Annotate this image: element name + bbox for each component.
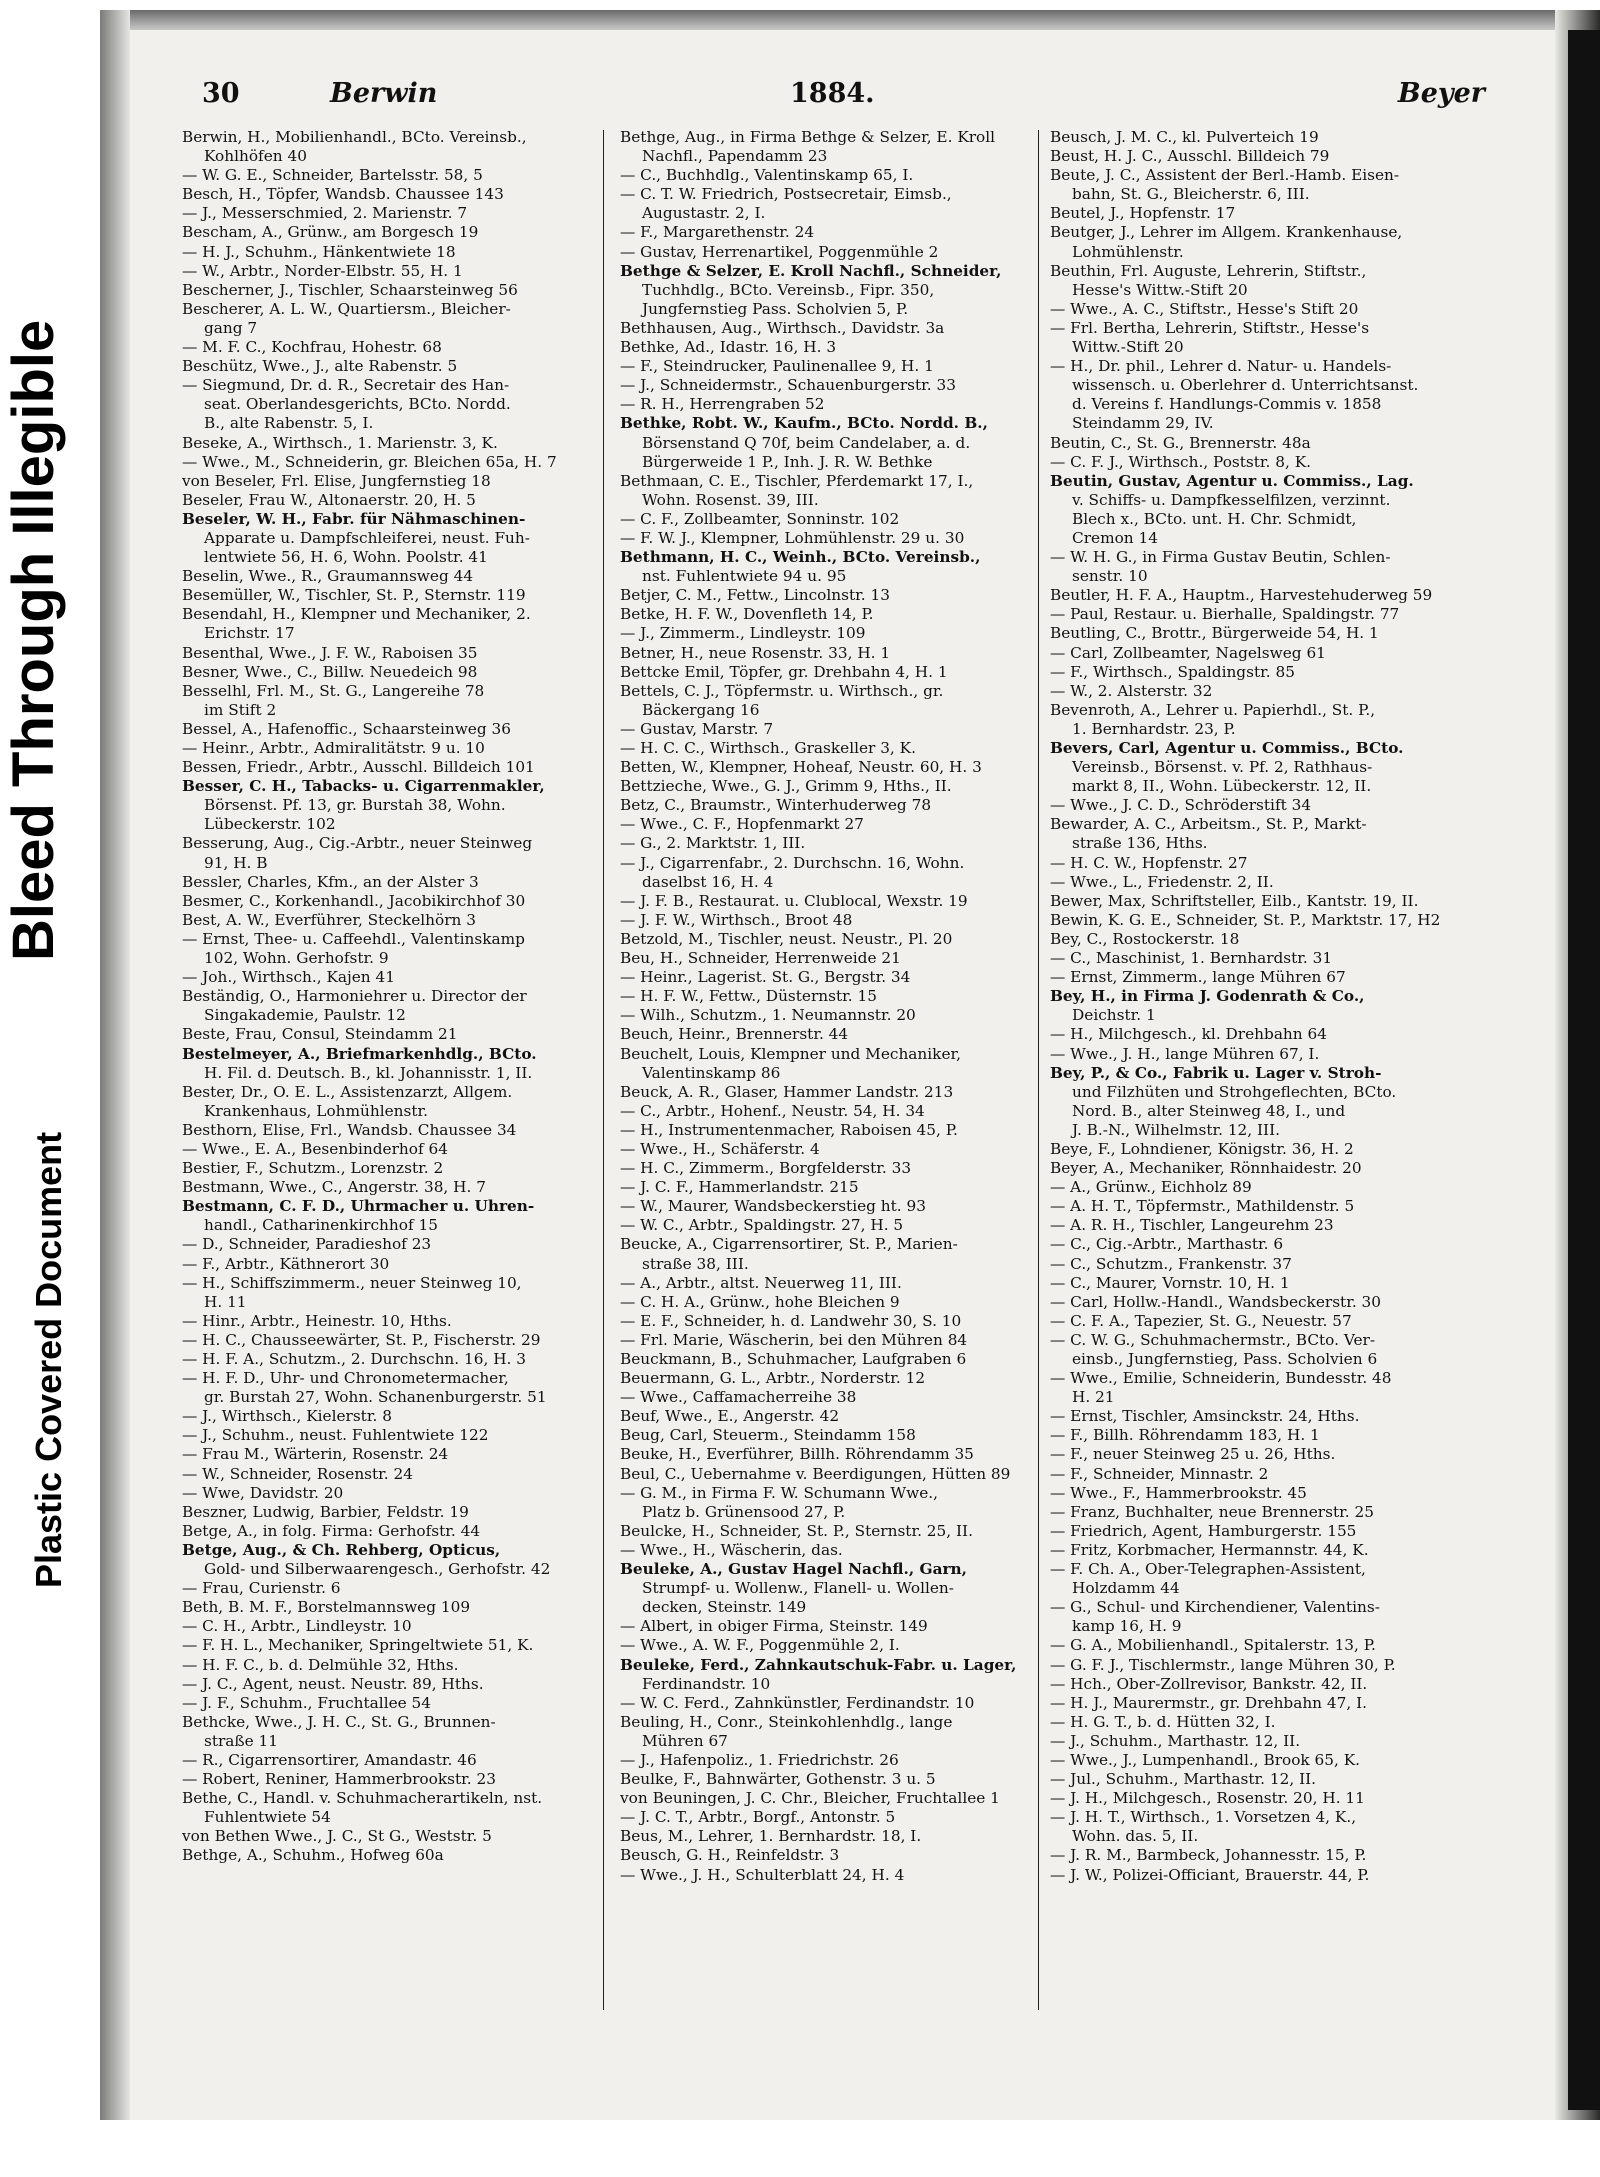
directory-entry: markt 8, II., Wohn. Lübeckerstr. 12, II.	[1072, 777, 1372, 796]
directory-entry: Bäckergang 16	[642, 700, 760, 719]
directory-entry: — D., Schneider, Paradieshof 23	[182, 1235, 432, 1254]
directory-entry: Bestmann, C. F. D., Uhrmacher u. Uhren-	[182, 1197, 535, 1216]
directory-entry: — H., Dr. phil., Lehrer d. Natur- u. Handels-	[1050, 357, 1392, 376]
directory-entry: Beusch, J. M. C., kl. Pulverteich 19	[1050, 128, 1319, 146]
directory-entry: — Ernst, Thee- u. Caffeehdl., Valentinskamp	[182, 929, 525, 948]
directory-entry: v. Schiffs- u. Dampfkesselfilzen, verzinnt.	[1072, 490, 1391, 509]
directory-entry: — J. C., Agent, neust. Neustr. 89, Hths.	[182, 1674, 484, 1693]
directory-entry: Wohn. Rosenst. 39, III.	[642, 490, 819, 509]
directory-entry: — Hch., Ober-Zollrevisor, Bankstr. 42, II.	[1050, 1674, 1368, 1693]
directory-entry: Betten, W., Klempner, Hoheaf, Neustr. 60, H. 3	[620, 758, 982, 777]
directory-entry: Beschütz, Wwe., J., alte Rabenstr. 5	[182, 357, 458, 376]
directory-entry: — Franz, Buchhalter, neue Brennerstr. 25	[1050, 1502, 1374, 1521]
directory-entry: Vereinsb., Börsenst. v. Pf. 2, Rathhaus-	[1072, 758, 1373, 777]
directory-entry: Beusch, G. H., Reinfeldstr. 3	[620, 1846, 840, 1865]
directory-entry: — M. F. C., Kochfrau, Hohestr. 68	[182, 338, 442, 357]
directory-entry: Beseke, A., Wirthsch., 1. Marienstr. 3, K.	[182, 433, 498, 452]
directory-entry: — Wwe., Emilie, Schneiderin, Bundesstr. 48	[1050, 1369, 1392, 1388]
directory-entry: Bethge, Aug., in Firma Bethge & Selzer, E. Kroll	[620, 128, 996, 146]
directory-entry: — G. M., in Firma F. W. Schumann Wwe.,	[620, 1483, 938, 1502]
directory-entry: Beucke, A., Cigarrensortirer, St. P., Marien-	[620, 1235, 958, 1254]
directory-entry: — Gustav, Marstr. 7	[620, 719, 774, 738]
directory-entry: — Wwe., J. H., lange Mühren 67, I.	[1050, 1044, 1320, 1063]
directory-entry: — Ernst, Tischler, Amsinckstr. 24, Hths.	[1050, 1407, 1360, 1426]
directory-entry: — H. F. W., Fettw., Düsternstr. 15	[620, 987, 877, 1006]
directory-entry: — F. Ch. A., Ober-Telegraphen-Assistent,	[1050, 1560, 1366, 1579]
directory-entry: Beust, H. J. C., Ausschl. Billdeich 79	[1050, 147, 1330, 166]
directory-entry: Beuf, Wwe., E., Angerstr. 42	[620, 1407, 840, 1426]
page-number: 30	[202, 78, 240, 109]
directory-entry: Beseler, Frau W., Altonaerstr. 20, H. 5	[182, 490, 476, 509]
directory-entry: Beul, C., Uebernahme v. Beerdigungen, Hütten 89	[620, 1464, 1011, 1483]
directory-entry: Bescherer, A. L. W., Quartiersm., Bleicher-	[182, 299, 511, 318]
directory-entry: Augustastr. 2, I.	[642, 204, 766, 223]
directory-entry: — H. F. A., Schutzm., 2. Durchschn. 16, H. 3	[182, 1350, 527, 1368]
directory-entry: — F., Steindrucker, Paulinenallee 9, H. 1	[620, 357, 934, 376]
directory-entry: Wittw.-Stift 20	[1072, 338, 1184, 357]
directory-entry: straße 11	[204, 1731, 279, 1750]
directory-entry: — A., Grünw., Eichholz 89	[1050, 1178, 1252, 1197]
directory-entry: Bey, P., & Co., Fabrik u. Lager v. Stroh-	[1050, 1063, 1382, 1082]
directory-entry: — Wilh., Schutzm., 1. Neumannstr. 20	[620, 1006, 916, 1025]
directory-entry: gr. Burstah 27, Wohn. Schanenburgerstr. 51	[204, 1388, 547, 1407]
directory-entry: — Wwe., Caffamacherreihe 38	[620, 1388, 857, 1407]
directory-entry: — Wwe., M., Schneiderin, gr. Bleichen 65a, H. 7	[182, 452, 557, 471]
directory-entry: Beutel, J., Hopfenstr. 17	[1050, 204, 1236, 223]
directory-entry: — Robert, Reniner, Hammerbrookstr. 23	[182, 1770, 496, 1789]
directory-entry: Kohlhöfen 40	[204, 147, 307, 166]
directory-entry: — G., Schul- und Kirchendiener, Valentins-	[1050, 1598, 1380, 1617]
directory-entry: Betge, Aug., & Ch. Rehberg, Opticus,	[182, 1540, 501, 1559]
binding-edge	[1568, 30, 1600, 2110]
directory-entry: Betge, A., in folg. Firma: Gerhofstr. 44	[182, 1521, 481, 1540]
directory-entry: — C., Schutzm., Frankenstr. 37	[1050, 1254, 1292, 1273]
directory-entry: — Wwe, Davidstr. 20	[182, 1483, 344, 1502]
directory-entry: — F. W. J., Klempner, Lohmühlenstr. 29 u. 30	[620, 528, 965, 547]
directory-entry: Erichstr. 17	[204, 624, 295, 643]
directory-entry: Beutling, C., Brottr., Bürgerweide 54, H. 1	[1050, 624, 1379, 643]
directory-entry: — G., 2. Marktstr. 1, III.	[620, 834, 806, 853]
directory-entry: — C., Cig.-Arbtr., Marthastr. 6	[1050, 1235, 1284, 1254]
directory-entry: von Beseler, Frl. Elise, Jungfernstieg 18	[182, 471, 491, 490]
directory-entry: Bewin, K. G. E., Schneider, St. P., Marktstr. 17, H2	[1050, 910, 1441, 929]
directory-entry: — H. F. D., Uhr- und Chronometermacher,	[182, 1369, 509, 1388]
directory-entry: — C., Arbtr., Hohenf., Neustr. 54, H. 34	[620, 1101, 925, 1120]
directory-entry: Börsenstand Q 70f, beim Candelaber, a. d.	[642, 433, 971, 452]
directory-entry: — Fritz, Korbmacher, Hermannstr. 44, K.	[1050, 1540, 1369, 1559]
directory-entry: Besner, Wwe., C., Billw. Neuedeich 98	[182, 662, 478, 681]
directory-entry: straße 136, Hths.	[1072, 834, 1208, 853]
directory-entry: Bewarder, A. C., Arbeitsm., St. P., Markt-	[1050, 815, 1367, 834]
directory-entry: 1. Bernhardstr. 23, P.	[1072, 719, 1236, 738]
directory-entry: — Wwe., L., Friedenstr. 2, II.	[1050, 872, 1274, 891]
directory-entry: Bescham, A., Grünw., am Borgesch 19	[182, 223, 479, 242]
directory-entry: Bester, Dr., O. E. L., Assistenzarzt, Allgem.	[182, 1082, 513, 1101]
directory-entry: Deichstr. 1	[1072, 1006, 1156, 1025]
directory-entry: Beste, Frau, Consul, Steindamm 21	[182, 1025, 458, 1044]
directory-entry: — W., Arbtr., Norder-Elbstr. 55, H. 1	[182, 261, 463, 280]
directory-entry: Singakademie, Paulstr. 12	[204, 1006, 406, 1025]
directory-entry: — Wwe., E. A., Besenbinderhof 64	[182, 1139, 448, 1158]
directory-entry: Bettcke Emil, Töpfer, gr. Drehbahn 4, H. 1	[620, 662, 948, 681]
directory-entry: Beuleke, Ferd., Zahnkautschuk-Fabr. u. Lager,	[620, 1655, 1017, 1674]
directory-entry: Bestelmeyer, A., Briefmarkenhdlg., BCto.	[182, 1044, 537, 1063]
directory-entry: Bethke, Robt. W., Kaufm., BCto. Nordd. B.,	[620, 414, 988, 433]
directory-entry: Beuthin, Frl. Auguste, Lehrerin, Stiftstr.,	[1050, 261, 1367, 280]
directory-entry: Besenthal, Wwe., J. F. W., Raboisen 35	[182, 643, 478, 662]
directory-entry: Beselin, Wwe., R., Graumannsweg 44	[182, 567, 474, 586]
directory-entry: Besch, H., Töpfer, Wandsb. Chaussee 143	[182, 185, 504, 204]
directory-entry: d. Vereins f. Handlungs-Commis v. 1858	[1072, 395, 1382, 414]
directory-entry: Beuleke, A., Gustav Hagel Nachfl., Garn,	[620, 1560, 967, 1579]
scan-shadow-top	[100, 10, 1600, 30]
directory-entry: Beug, Carl, Steuerm., Steindamm 158	[620, 1426, 916, 1445]
directory-entry: von Beuningen, J. C. Chr., Bleicher, Fruchtallee 1	[620, 1789, 1000, 1808]
directory-entry: H. 21	[1072, 1388, 1115, 1407]
directory-entry: — Friedrich, Agent, Hamburgerstr. 155	[1050, 1521, 1357, 1540]
directory-entry: — Wwe., J. C. D., Schröderstift 34	[1050, 796, 1312, 815]
directory-entry: — W. H. G., in Firma Gustav Beutin, Schlen-	[1050, 548, 1391, 567]
directory-entry: — H. C., Zimmerm., Borgfelderstr. 33	[620, 1159, 912, 1178]
directory-entry: — F. H. L., Mechaniker, Springeltwiete 51, K.	[182, 1636, 534, 1655]
directory-entry: — Wwe., A. W. F., Poggenmühle 2, I.	[620, 1636, 900, 1655]
directory-entry: — A. R. H., Tischler, Langeurehm 23	[1050, 1216, 1334, 1235]
directory-entry: senstr. 10	[1072, 567, 1148, 586]
directory-entry: Mühren 67	[642, 1731, 728, 1750]
directory-entry: Besendahl, H., Klempner und Mechaniker, 2.	[182, 605, 531, 624]
directory-entry: — R., Cigarrensortirer, Amandastr. 46	[182, 1750, 477, 1769]
directory-entry: — H., Instrumentenmacher, Raboisen 45, P.	[620, 1120, 958, 1139]
directory-entry: — Frl. Marie, Wäscherin, bei den Mühren 84	[620, 1330, 968, 1349]
directory-entry: — Heinr., Lagerist. St. G., Bergstr. 34	[620, 968, 911, 987]
directory-entry: Beulke, F., Bahnwärter, Gothenstr. 3 u. 5	[620, 1770, 936, 1789]
directory-entry: — H. C., Chausseewärter, St. P., Fischerstr. 29	[182, 1330, 541, 1349]
header-year: 1884.	[790, 78, 875, 109]
directory-entry: — W. C. Ferd., Zahnkünstler, Ferdinandstr. 10	[620, 1693, 975, 1712]
directory-entry: — C., Maschinist, 1. Bernhardstr. 31	[1050, 949, 1333, 968]
directory-entry: — H. C. W., Hopfenstr. 27	[1050, 853, 1248, 872]
directory-entry: Wohn. das. 5, II.	[1072, 1827, 1199, 1846]
directory-entry: — J. W., Polizei-Officiant, Brauerstr. 44, P.	[1050, 1865, 1370, 1884]
directory-entry: — Wwe., A. C., Stiftstr., Hesse's Stift 20	[1050, 299, 1359, 318]
directory-entry: Nachfl., Papendamm 23	[642, 147, 828, 166]
directory-entry: Cremon 14	[1072, 528, 1158, 547]
directory-entry: — H. F. C., b. d. Delmühle 32, Hths.	[182, 1655, 459, 1674]
directory-entry: — F., Wirthsch., Spaldingstr. 85	[1050, 662, 1295, 681]
directory-entry: Betke, H. F. W., Dovenfleth 14, P.	[620, 605, 874, 624]
directory-entry: — G. A., Mobilienhandl., Spitalerstr. 13, P.	[1050, 1636, 1376, 1655]
directory-entry: — Wwe., C. F., Hopfenmarkt 27	[620, 815, 864, 834]
directory-entry: Besmer, C., Korkenhandl., Jacobikirchhof 30	[182, 891, 526, 910]
directory-entry: einsb., Jungfernstieg, Pass. Scholvien 6	[1072, 1350, 1378, 1368]
directory-entry: Jungfernstieg Pass. Scholvien 5, P.	[642, 299, 909, 318]
directory-entry: — J. F. W., Wirthsch., Broot 48	[620, 910, 853, 929]
directory-entry: Bethge & Selzer, E. Kroll Nachfl., Schneider,	[620, 261, 1002, 280]
directory-entry: — J., Schuhm., neust. Fuhlentwiete 122	[182, 1426, 489, 1445]
directory-entry: Krankenhaus, Lohmühlenstr.	[204, 1101, 429, 1120]
header-first-name: Berwin	[330, 78, 438, 109]
directory-entry: — Paul, Restaur. u. Bierhalle, Spaldingstr. 77	[1050, 605, 1400, 624]
scan-shadow-left	[100, 10, 130, 2120]
directory-entry: Beuck, A. R., Glaser, Hammer Landstr. 213	[620, 1082, 954, 1101]
directory-entry: Beutger, J., Lehrer im Allgem. Krankenhause,	[1050, 223, 1403, 242]
directory-entry: — J., Wirthsch., Kielerstr. 8	[182, 1407, 392, 1426]
directory-entry: — Wwe., H., Schäferstr. 4	[620, 1139, 820, 1158]
directory-entry: im Stift 2	[204, 700, 277, 719]
directory-entry: Betjer, C. M., Fettw., Lincolnstr. 13	[620, 586, 890, 605]
directory-entry: — J. F. B., Restaurat. u. Clublocal, Wexstr. 19	[620, 891, 968, 910]
directory-entry: Beyer, A., Mechaniker, Rönnhaidestr. 20	[1050, 1159, 1362, 1178]
directory-entry: — C. F. A., Tapezier, St. G., Neuestr. 57	[1050, 1311, 1352, 1330]
directory-entry: — C. H. A., Grünw., hohe Bleichen 9	[620, 1292, 900, 1311]
directory-entry: Platz b. Grünensood 27, P.	[642, 1502, 846, 1521]
directory-column-3	[1050, 128, 1490, 1885]
directory-entry: Lohmühlenstr.	[1072, 242, 1184, 261]
directory-entry: Steindamm 29, IV.	[1072, 414, 1214, 433]
directory-entry: — Wwe., F., Hammerbrookstr. 45	[1050, 1483, 1307, 1502]
directory-entry: Bethe, C., Handl. v. Schuhmacherartikeln, nst.	[182, 1789, 543, 1808]
directory-entry: H. Fil. d. Deutsch. B., kl. Johannisstr. 1, II.	[204, 1063, 533, 1082]
directory-entry: Besselhl, Frl. M., St. G., Langereihe 78	[182, 681, 485, 700]
directory-entry: — C. F. J., Wirthsch., Poststr. 8, K.	[1050, 452, 1312, 471]
directory-entry: — Hinr., Arbtr., Heinestr. 10, Hths.	[182, 1311, 452, 1330]
directory-entry: lentwiete 56, H. 6, Wohn. Poolstr. 41	[204, 548, 488, 567]
directory-entry: — A. H. T., Töpfermstr., Mathildenstr. 5	[1050, 1197, 1355, 1216]
directory-entry: 102, Wohn. Gerhofstr. 9	[204, 949, 389, 968]
directory-entry: Bethhausen, Aug., Wirthsch., Davidstr. 3a	[620, 318, 945, 337]
directory-entry: — Wwe., H., Wäscherin, das.	[620, 1540, 843, 1559]
directory-entry: — Jul., Schuhm., Marthastr. 12, II.	[1050, 1770, 1317, 1789]
directory-entry: H. 11	[204, 1292, 247, 1311]
directory-entry: — C., Buchhdlg., Valentinskamp 65, I.	[620, 166, 914, 185]
directory-entry: Beutin, C., St. G., Brennerstr. 48a	[1050, 433, 1311, 452]
directory-entry: — R. H., Herrengraben 52	[620, 395, 825, 414]
directory-entry: Bestier, F., Schutzm., Lorenzstr. 2	[182, 1159, 444, 1178]
directory-entry: decken, Steinstr. 149	[642, 1598, 807, 1617]
directory-entry: — C., Maurer, Vornstr. 10, H. 1	[1050, 1273, 1290, 1292]
directory-entry: Bettzieche, Wwe., G. J., Grimm 9, Hths., II.	[620, 777, 952, 796]
directory-entry: Betner, H., neue Rosenstr. 33, H. 1	[620, 643, 891, 662]
directory-entry: Bewer, Max, Schriftsteller, Eilb., Kantstr. 19, II.	[1050, 891, 1419, 910]
directory-entry: — Frau M., Wärterin, Rosenstr. 24	[182, 1445, 449, 1464]
directory-entry: Bethge, A., Schuhm., Hofweg 60a	[182, 1846, 444, 1865]
directory-entry: Bürgerweide 1 P., Inh. J. R. W. Bethke	[642, 452, 933, 471]
directory-entry: Blech x., BCto. unt. H. Chr. Schmidt,	[1072, 509, 1357, 528]
directory-entry: — J. F., Schuhm., Fruchtallee 54	[182, 1693, 432, 1712]
directory-entry: Beuling, H., Conr., Steinkohlenhdlg., lange	[620, 1712, 953, 1731]
directory-entry: handl., Catharinenkirchhof 15	[204, 1216, 438, 1235]
directory-entry: — J. C. F., Hammerlandstr. 215	[620, 1178, 859, 1197]
directory-entry: Beuermann, G. L., Arbtr., Norderstr. 12	[620, 1369, 926, 1388]
directory-entry: Bethmaan, C. E., Tischler, Pferdemarkt 17, I.,	[620, 471, 974, 490]
directory-entry: Strumpf- u. Wollenw., Flanell- u. Wollen-	[642, 1579, 954, 1598]
directory-entry: Beszner, Ludwig, Barbier, Feldstr. 19	[182, 1502, 469, 1521]
directory-entry: — Carl, Zollbeamter, Nagelsweg 61	[1050, 643, 1326, 662]
directory-entry: Börsenst. Pf. 13, gr. Burstah 38, Wohn.	[204, 796, 506, 815]
directory-entry: — H. C. C., Wirthsch., Graskeller 3, K.	[620, 739, 916, 757]
directory-entry: — Heinr., Arbtr., Admiralitätstr. 9 u. 10	[182, 739, 485, 757]
directory-entry: J. B.-N., Wilhelmstr. 12, III.	[1072, 1120, 1281, 1139]
directory-entry: — F., Schneider, Minnastr. 2	[1050, 1464, 1269, 1483]
directory-entry: Beständig, O., Harmoniehrer u. Director der	[182, 987, 527, 1006]
directory-entry: Beu, H., Schneider, Herrenweide 21	[620, 949, 901, 968]
directory-entry: Beye, F., Lohndiener, Königstr. 36, H. 2	[1050, 1139, 1354, 1158]
directory-entry: Lübeckerstr. 102	[204, 815, 336, 834]
directory-entry: — F., neuer Steinweg 25 u. 26, Hths.	[1050, 1445, 1336, 1464]
directory-entry: — Albert, in obiger Firma, Steinstr. 149	[620, 1617, 928, 1636]
directory-entry: Bevenroth, A., Lehrer u. Papierhdl., St. P.,	[1050, 700, 1376, 719]
directory-entry: — J. C. T., Arbtr., Borgf., Antonstr. 5	[620, 1808, 896, 1827]
directory-entry: Beutler, H. F. A., Hauptm., Harvestehuderweg 59	[1050, 586, 1433, 605]
directory-entry: — H., Milchgesch., kl. Drehbahn 64	[1050, 1025, 1327, 1044]
directory-entry: Nord. B., alter Steinweg 48, I., und	[1072, 1101, 1346, 1120]
directory-entry: — J., Schuhm., Marthastr. 12, II.	[1050, 1731, 1301, 1750]
directory-entry: Beth, B. M. F., Borstelmannsweg 109	[182, 1598, 471, 1617]
directory-entry: Bevers, Carl, Agentur u. Commiss., BCto.	[1050, 739, 1404, 757]
directory-entry: — J., Messerschmied, 2. Marienstr. 7	[182, 204, 468, 223]
directory-entry: Bethcke, Wwe., J. H. C., St. G., Brunnen-	[182, 1712, 496, 1731]
header-last-name: Beyer	[1397, 78, 1485, 109]
directory-entry: Bescherner, J., Tischler, Schaarsteinweg 56	[182, 280, 518, 299]
bleed-through-label: Bleed Through Illegible	[1, 319, 66, 961]
directory-entry: — C. W. G., Schuhmachermstr., BCto. Ver-	[1050, 1330, 1376, 1349]
directory-column-2	[620, 128, 1060, 1885]
directory-entry: Besserung, Aug., Cig.-Arbtr., neuer Steinweg	[182, 834, 533, 853]
directory-page	[180, 78, 1555, 2088]
directory-entry: daselbst 16, H. 4	[642, 872, 774, 891]
directory-entry: — J., Hafenpoliz., 1. Friedrichstr. 26	[620, 1750, 899, 1769]
directory-entry: wissensch. u. Oberlehrer d. Unterrichtsanst.	[1072, 376, 1419, 395]
directory-entry: — J., Schneidermstr., Schauenburgerstr. 33	[620, 376, 956, 395]
directory-entry: Beuchelt, Louis, Klempner und Mechaniker,	[620, 1044, 961, 1063]
directory-entry: — Wwe., J. H., Schulterblatt 24, H. 4	[620, 1865, 905, 1884]
directory-entry: — E. F., Schneider, h. d. Landwehr 30, S. 10	[620, 1311, 962, 1330]
directory-entry: — Frl. Bertha, Lehrerin, Stiftstr., Hesse's	[1050, 318, 1370, 337]
directory-entry: Fuhlentwiete 54	[204, 1808, 331, 1827]
directory-entry: Beuckmann, B., Schuhmacher, Laufgraben 6	[620, 1350, 967, 1368]
plastic-covered-label: Plastic Covered Document	[28, 1131, 69, 1589]
directory-entry: Valentinskamp 86	[642, 1063, 781, 1082]
directory-entry: — Siegmund, Dr. d. R., Secretair des Han-	[182, 376, 510, 395]
directory-entry: Holzdamm 44	[1072, 1579, 1180, 1598]
directory-entry: Beuke, H., Everführer, Billh. Röhrendamm 35	[620, 1445, 974, 1464]
directory-entry: Beutin, Gustav, Agentur u. Commiss., Lag.	[1050, 471, 1414, 490]
directory-entry: — H. J., Schuhm., Hänkentwiete 18	[182, 242, 456, 261]
directory-entry: Besemüller, W., Tischler, St. P., Sternstr. 119	[182, 586, 526, 605]
directory-entry: — Ernst, Zimmerm., lange Mühren 67	[1050, 968, 1346, 987]
directory-entry: Beuch, Heinr., Brennerstr. 44	[620, 1025, 849, 1044]
directory-entry: Bey, H., in Firma J. Godenrath & Co.,	[1050, 987, 1365, 1006]
directory-entry: seat. Oberlandesgerichts, BCto. Nordd.	[204, 395, 511, 414]
directory-entry: — J. R. M., Barmbeck, Johannesstr. 15, P.	[1050, 1846, 1367, 1865]
directory-entry: — Gustav, Herrenartikel, Poggenmühle 2	[620, 242, 939, 261]
directory-entry: kamp 16, H. 9	[1072, 1617, 1182, 1636]
directory-entry: — Wwe., J., Lumpenhandl., Brook 65, K.	[1050, 1750, 1361, 1769]
directory-entry: Beute, J. C., Assistent der Berl.-Hamb. Eisen-	[1050, 166, 1400, 185]
directory-entry: von Bethen Wwe., J. C., St G., Weststr. 5	[182, 1827, 492, 1846]
directory-entry: Bessen, Friedr., Arbtr., Ausschl. Billdeich 101	[182, 758, 535, 777]
directory-entry: — J., Cigarrenfabr., 2. Durchschn. 16, Wohn.	[620, 853, 965, 872]
directory-entry: Beulcke, H., Schneider, St. P., Sternstr. 25, II.	[620, 1521, 973, 1540]
directory-entry: — J. H. T., Wirthsch., 1. Vorsetzen 4, K.,	[1050, 1808, 1357, 1827]
directory-entry: 91, H. B	[204, 853, 268, 872]
directory-entry: — C. F., Zollbeamter, Sonninstr. 102	[620, 509, 900, 528]
directory-entry: Beseler, W. H., Fabr. für Nähmaschinen-	[182, 509, 526, 528]
directory-entry: Gold- und Silberwaarengesch., Gerhofstr. 42	[204, 1560, 551, 1579]
directory-entry: Bessler, Charles, Kfm., an der Alster 3	[182, 872, 479, 891]
directory-entry: — W. G. E., Schneider, Bartelsstr. 58, 5	[182, 166, 483, 185]
directory-entry: — H., Schiffszimmerm., neuer Steinweg 10,	[182, 1273, 522, 1292]
directory-entry: — H. J., Maurermstr., gr. Drehbahn 47, I.	[1050, 1693, 1367, 1712]
directory-entry: Betzold, M., Tischler, neust. Neustr., Pl. 20	[620, 929, 953, 948]
directory-entry: Apparate u. Dampfschleiferei, neust. Fuh-	[204, 528, 530, 547]
directory-entry: — F., Billh. Röhrendamm 183, H. 1	[1050, 1426, 1320, 1445]
directory-entry: — F., Arbtr., Käthnerort 30	[182, 1254, 390, 1273]
directory-entry: Bestmann, Wwe., C., Angerstr. 38, H. 7	[182, 1178, 486, 1197]
directory-entry: und Filzhüten und Strohgeflechten, BCto.	[1072, 1082, 1397, 1101]
directory-column-1	[182, 128, 622, 1866]
directory-entry: — Joh., Wirthsch., Kajen 41	[182, 968, 395, 987]
directory-entry: — Carl, Hollw.-Handl., Wandsbeckerstr. 30	[1050, 1292, 1382, 1311]
directory-entry: Bethmann, H. C., Weinh., BCto. Vereinsb.,	[620, 548, 981, 567]
directory-entry: straße 38, III.	[642, 1254, 749, 1273]
directory-entry: — C. H., Arbtr., Lindleystr. 10	[182, 1617, 412, 1636]
directory-entry: Bessel, A., Hafenoffic., Schaarsteinweg 36	[182, 719, 511, 738]
directory-entry: — G. F. J., Tischlermstr., lange Mühren 30, P.	[1050, 1655, 1396, 1674]
directory-entry: — A., Arbtr., altst. Neuerweg 11, III.	[620, 1273, 902, 1292]
directory-entry: — W. C., Arbtr., Spaldingstr. 27, H. 5	[620, 1216, 904, 1235]
directory-entry: — W., Maurer, Wandsbeckerstieg ht. 93	[620, 1197, 926, 1216]
directory-entry: Tuchhdlg., BCto. Vereinsb., Fipr. 350,	[642, 280, 935, 299]
page-header	[180, 78, 1555, 118]
directory-entry: nst. Fuhlentwiete 94 u. 95	[642, 567, 847, 586]
directory-entry: — W., 2. Alsterstr. 32	[1050, 681, 1213, 700]
directory-entry: Besthorn, Elise, Frl., Wandsb. Chaussee 34	[182, 1120, 517, 1139]
directory-entry: — Frau, Curienstr. 6	[182, 1579, 341, 1598]
directory-entry: Berwin, H., Mobilienhandl., BCto. Vereinsb.,	[182, 128, 527, 146]
directory-entry: — C. T. W. Friedrich, Postsecretair, Eimsb.,	[620, 185, 952, 204]
directory-entry: Beus, M., Lehrer, 1. Bernhardstr. 18, I.	[620, 1827, 922, 1846]
directory-entry: Bey, C., Rostockerstr. 18	[1050, 929, 1240, 948]
directory-entry: Besser, C. H., Tabacks- u. Cigarrenmakler,	[182, 777, 545, 796]
directory-entry: B., alte Rabenstr. 5, I.	[204, 414, 374, 433]
directory-entry: Ferdinandstr. 10	[642, 1674, 771, 1693]
directory-entry: — H. G. T., b. d. Hütten 32, I.	[1050, 1712, 1276, 1731]
directory-entry: — W., Schneider, Rosenstr. 24	[182, 1464, 413, 1483]
directory-entry: — J., Zimmerm., Lindleystr. 109	[620, 624, 866, 643]
directory-entry: Bettels, C. J., Töpfermstr. u. Wirthsch., gr.	[620, 681, 944, 700]
directory-entry: bahn, St. G., Bleicherstr. 6, III.	[1072, 185, 1310, 204]
directory-entry: Hesse's Wittw.-Stift 20	[1072, 280, 1248, 299]
directory-entry: Best, A. W., Everführer, Steckelhörn 3	[182, 910, 476, 929]
directory-entry: gang 7	[204, 318, 258, 337]
directory-entry: — F., Margarethenstr. 24	[620, 223, 815, 242]
directory-entry: Bethke, Ad., Idastr. 16, H. 3	[620, 338, 837, 357]
directory-entry: — J. H., Milchgesch., Rosenstr. 20, H. 11	[1050, 1789, 1365, 1808]
directory-entry: Betz, C., Braumstr., Winterhuderweg 78	[620, 796, 932, 815]
